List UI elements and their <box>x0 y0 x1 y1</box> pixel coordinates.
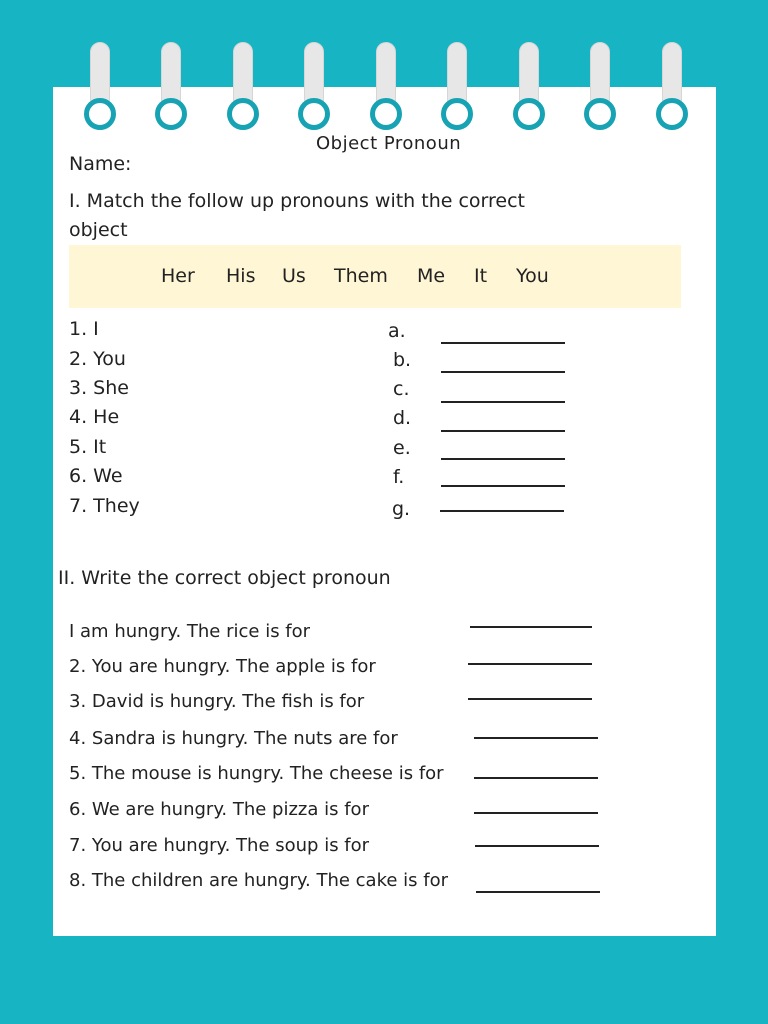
sentence: 3. David is hungry. The fish is for <box>69 691 365 712</box>
match-item: 5. It <box>69 436 107 458</box>
word-bank-item: His <box>226 265 256 287</box>
page-title: Object Pronoun <box>316 133 462 154</box>
sentence: 6. We are hungry. The pizza is for <box>69 799 369 820</box>
match-letter: f. <box>393 466 405 488</box>
sentence-answer-line[interactable] <box>474 737 598 739</box>
sentence: 8. The children are hungry. The cake is for <box>69 870 449 891</box>
word-bank-item: Us <box>282 265 306 287</box>
match-answer-line[interactable] <box>440 510 564 512</box>
match-item: 6. We <box>69 465 123 487</box>
section1-heading-cont: object <box>69 219 128 241</box>
match-item: 3. She <box>69 377 129 399</box>
sentence: 4. Sandra is hungry. The nuts are for <box>69 728 398 749</box>
sentence: I am hungry. The rice is for <box>69 621 311 642</box>
spiral-ring <box>154 42 188 132</box>
sentence-answer-line[interactable] <box>474 812 598 814</box>
sentence-answer-line[interactable] <box>474 777 598 779</box>
match-answer-line[interactable] <box>441 342 565 344</box>
match-answer-line[interactable] <box>441 401 565 403</box>
match-item: 7. They <box>69 495 140 517</box>
section2-heading: II. Write the correct object pronoun <box>58 567 391 589</box>
match-letter: d. <box>393 407 412 429</box>
match-letter: g. <box>392 498 411 520</box>
spiral-ring <box>655 42 689 132</box>
spiral-ring <box>440 42 474 132</box>
match-letter: c. <box>393 378 410 400</box>
word-bank-item: You <box>516 265 549 287</box>
name-label: Name: <box>69 153 132 175</box>
match-item: 1. I <box>69 318 99 340</box>
sentence-answer-line[interactable] <box>468 698 592 700</box>
match-item: 4. He <box>69 406 120 428</box>
spiral-ring <box>83 42 117 132</box>
sentence-answer-line[interactable] <box>475 845 599 847</box>
sentence-answer-line[interactable] <box>470 626 592 628</box>
spiral-ring <box>226 42 260 132</box>
word-bank-item: It <box>474 265 488 287</box>
sentence: 7. You are hungry. The soup is for <box>69 835 370 856</box>
match-answer-line[interactable] <box>441 458 565 460</box>
word-bank-item: Them <box>334 265 388 287</box>
sentence: 5. The mouse is hungry. The cheese is for <box>69 763 444 784</box>
spiral-ring <box>583 42 617 132</box>
match-answer-line[interactable] <box>441 371 565 373</box>
match-item: 2. You <box>69 348 126 370</box>
match-letter: b. <box>393 349 412 371</box>
spiral-ring <box>512 42 546 132</box>
word-bank-item: Her <box>161 265 195 287</box>
spiral-ring <box>369 42 403 132</box>
match-letter: a. <box>388 320 406 342</box>
word-bank-item: Me <box>417 265 446 287</box>
spiral-ring <box>297 42 331 132</box>
sentence-answer-line[interactable] <box>476 891 600 893</box>
match-answer-line[interactable] <box>441 430 565 432</box>
sentence: 2. You are hungry. The apple is for <box>69 656 376 677</box>
match-letter: e. <box>393 437 411 459</box>
section1-heading: I. Match the follow up pronouns with the correct <box>69 190 525 212</box>
sentence-answer-line[interactable] <box>468 663 592 665</box>
match-answer-line[interactable] <box>441 485 565 487</box>
